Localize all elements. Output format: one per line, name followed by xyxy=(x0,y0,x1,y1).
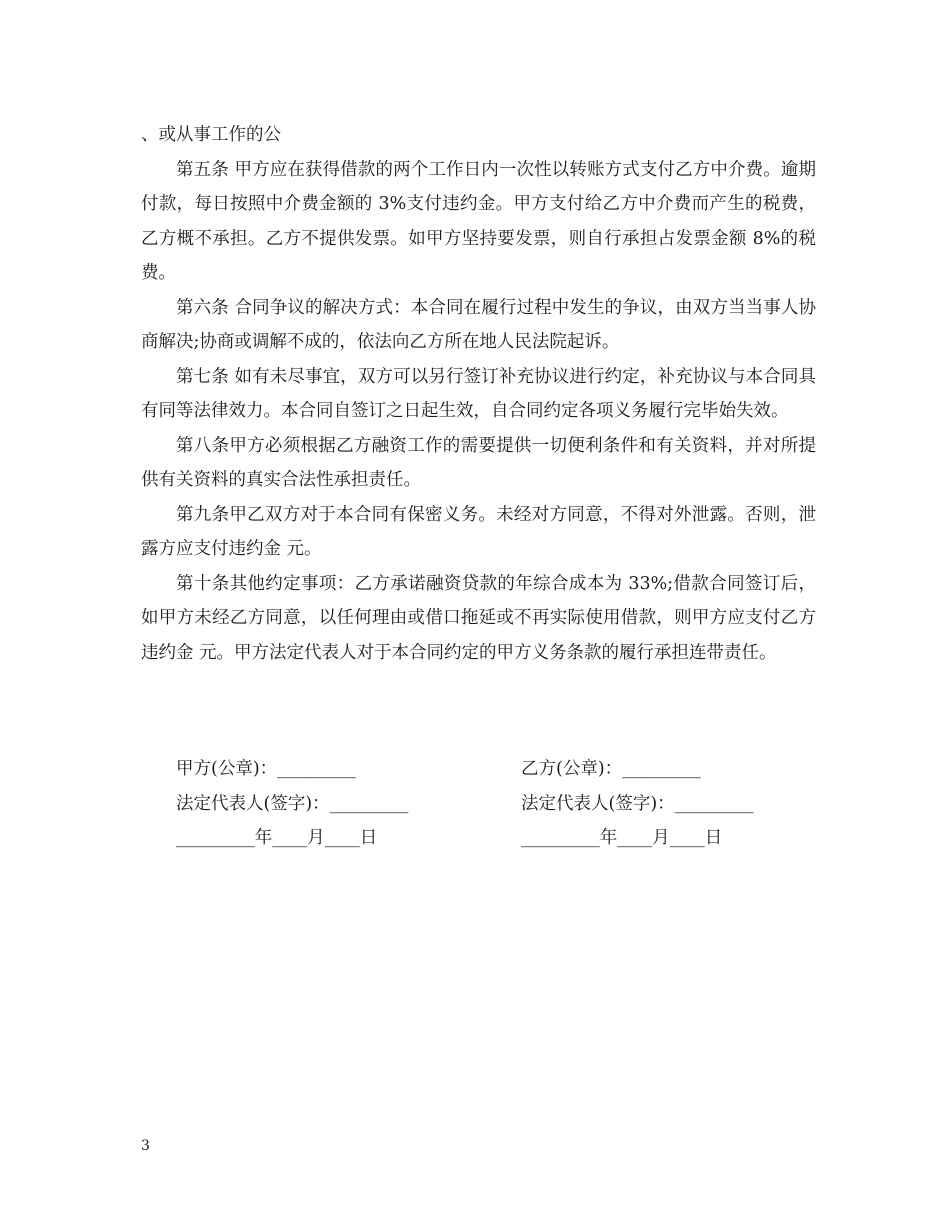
seal-row xyxy=(176,752,816,787)
party-b-seal-line: 乙方(公章)：_________ xyxy=(521,759,701,779)
representative-row xyxy=(176,787,816,822)
party-a-seal-line: 甲方(公章)：_________ xyxy=(176,759,356,779)
signature-block xyxy=(176,752,816,856)
party-a-date-line: _________年____月____日 xyxy=(176,828,378,848)
article-8-paragraph: 第八条甲方必须根据乙方融资工作的需要提供一切便利条件和有关资料，并对所提供有关资料的真实合法性承担责任。 xyxy=(141,435,816,490)
party-b-representative-line: 法定代表人(签字)：_________ xyxy=(521,793,754,814)
date-row xyxy=(176,821,816,856)
article-6-paragraph: 第六条 合同争议的解决方式：本合同在履行过程中发生的争议，由双方当当事人协商解决;协商或调解不成的，依法向乙方所在地人民法院起诉。 xyxy=(141,297,816,352)
contract-body xyxy=(141,118,816,670)
paragraph-continuation: 、或从事工作的公 xyxy=(141,125,281,145)
page-number: 3 xyxy=(141,1138,150,1154)
article-5-paragraph: 第五条 甲方应在获得借款的两个工作日内一次性以转账方式支付乙方中介费。逾期付款，每日按照中介费金额的 3%支付违约金。甲方支付给乙方中介费而产生的税费，乙方概不承担。乙方不提供发票。如甲方坚持要发票，则自行承担占发票金额 8%的税费。 xyxy=(141,159,816,283)
party-b-date-line: _________年____月____日 xyxy=(521,828,723,848)
article-7-paragraph: 第七条 如有未尽事宜，双方可以另行签订补充协议进行约定，补充协议与本合同具有同等法律效力。本合同自签订之日起生效，自合同约定各项义务履行完毕始失效。 xyxy=(141,366,816,421)
article-9-paragraph: 第九条甲乙双方对于本合同有保密义务。未经对方同意，不得对外泄露。否则，泄露方应支付违约金 元。 xyxy=(141,504,816,559)
article-10-paragraph: 第十条其他约定事项：乙方承诺融资贷款的年综合成本为 33%;借款合同签订后，如甲方未经乙方同意，以任何理由或借口拖延或不再实际使用借款，则甲方应支付乙方违约金 元。甲方法定代表人对于本合同约定的甲方义务条款的履行承担连带责任。 xyxy=(141,573,816,663)
party-a-representative-line: 法定代表人(签字)：_________ xyxy=(176,793,409,814)
